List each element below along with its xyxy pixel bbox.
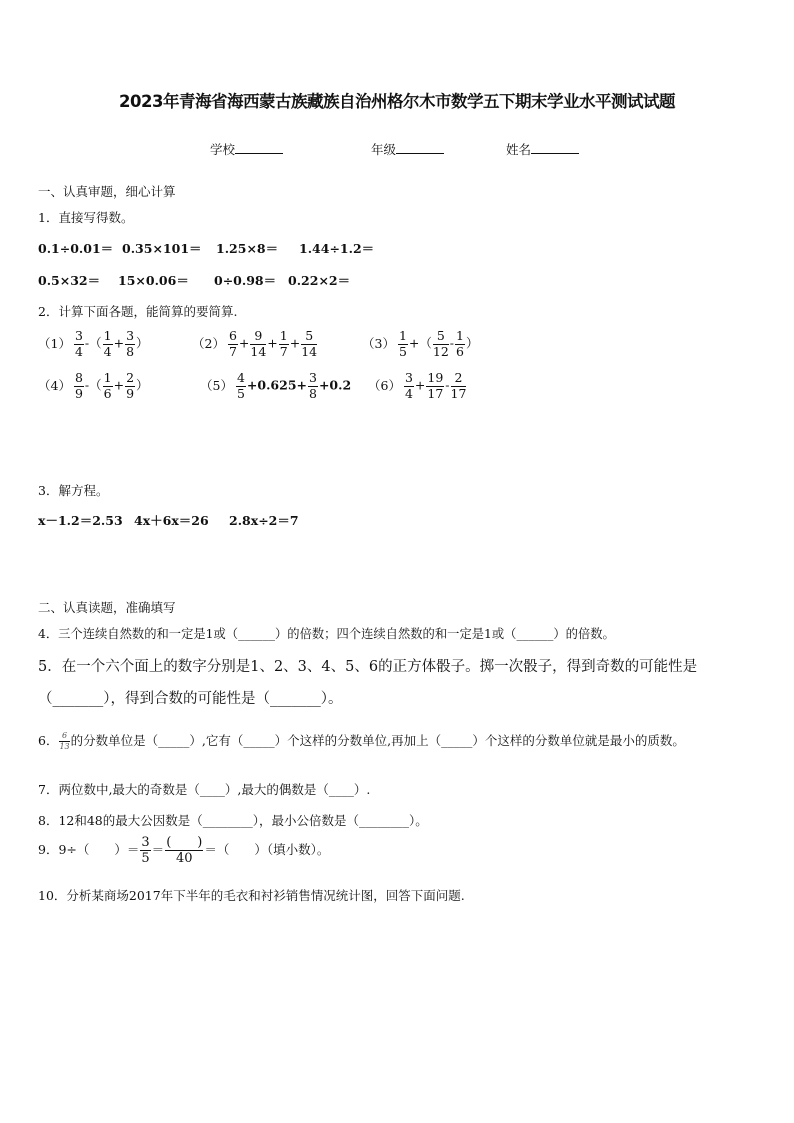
q5-text-line1: 5．在一个六个面上的数字分别是1、2、3、4、5、6的正方体骰子。掷一次骰子，得到奇数的可能性是 [38,659,698,675]
q10-text: 10．分析某商场2017年下半年的毛衣和衬衫销售情况统计图，回答下面问题. [38,888,465,903]
q2-expression-3: （3） $\frac{1}{5}$ +（ $\frac{5}{12}$ - $\frac{1}{6}$ ） [362,328,479,359]
q3-equation: 4x＋6x＝26 [134,513,209,528]
q1-item: 1.44÷1.2＝ [299,241,375,256]
q2-expression-5: （5） $\frac{4}{5}$ +0.625+ $\frac{3}{8}$ +0.2 [200,370,352,401]
q5-text-line2: （_______），得到合数的可能性是（_______）。 [38,691,343,707]
q2-expression-4: （4） $\frac{8}{9}$ -（ $\frac{1}{6}$ + $\frac{2}{9}$ ） [38,370,149,401]
q1-item: 0.22×2＝ [288,273,351,288]
q1-item: 15×0.06＝ [118,273,189,288]
q8-text: 8．12和48的最大公因数是（________），最小公倍数是（________）。 [38,813,428,828]
page-title: 2023年青海省海西蒙古族藏族自治州格尔木市数学五下期末学业水平测试试题 [119,92,675,111]
q1-item: 0.5×32＝ [38,273,101,288]
name-field: 姓名 [506,140,579,158]
q6-text: 6． $\frac{6}{13}$ 的分数单位是（_____）,它有（_____）个这样的分数单位,再加上（_____）个这样的分数单位就是最小的质数。 [38,731,685,751]
q9-text: 9．9÷（ ）＝ $\frac{3}{5}$ ＝ $\frac{( )}{40}$ ＝（ ）（填小数）。 [38,835,330,866]
q2-expression-2: （2） $\frac{6}{7}$ + $\frac{9}{14}$ + $\frac{1}{7}$ + $\frac{5}{14}$ [192,328,318,359]
section-1-heading: 一、认真审题，细心计算 [38,184,176,199]
q4-text: 4．三个连续自然数的和一定是1或（______）的倍数；四个连续自然数的和一定是1或（______）的倍数。 [38,627,615,641]
q1-prompt: 1．直接写得数。 [38,210,134,225]
q7-text: 7．两位数中,最大的奇数是（____）,最大的偶数是（____）. [38,782,371,797]
q2-expression-1: （1） $\frac{3}{4}$ -（ $\frac{1}{4}$ + $\frac{3}{8}$ ） [38,328,149,359]
q3-prompt: 3．解方程。 [38,483,109,498]
q1-item: 1.25×8＝ [216,241,279,256]
school-field: 学校 [210,140,283,158]
q2-prompt: 2．计算下面各题，能简算的要简算. [38,304,238,319]
section-2-heading: 二、认真读题，准确填写 [38,600,176,615]
q3-equation: 2.8x÷2＝7 [229,513,299,528]
q2-expression-6: （6） $\frac{3}{4}$ + $\frac{19}{17}$ - $\frac{2}{17}$ [368,370,467,401]
grade-field: 年级 [371,140,444,158]
q3-equation: x－1.2＝2.53 [38,513,123,528]
q1-item: 0.1÷0.01＝ [38,241,114,256]
q1-item: 0÷0.98＝ [214,273,277,288]
q1-item: 0.35×101＝ [122,241,202,256]
